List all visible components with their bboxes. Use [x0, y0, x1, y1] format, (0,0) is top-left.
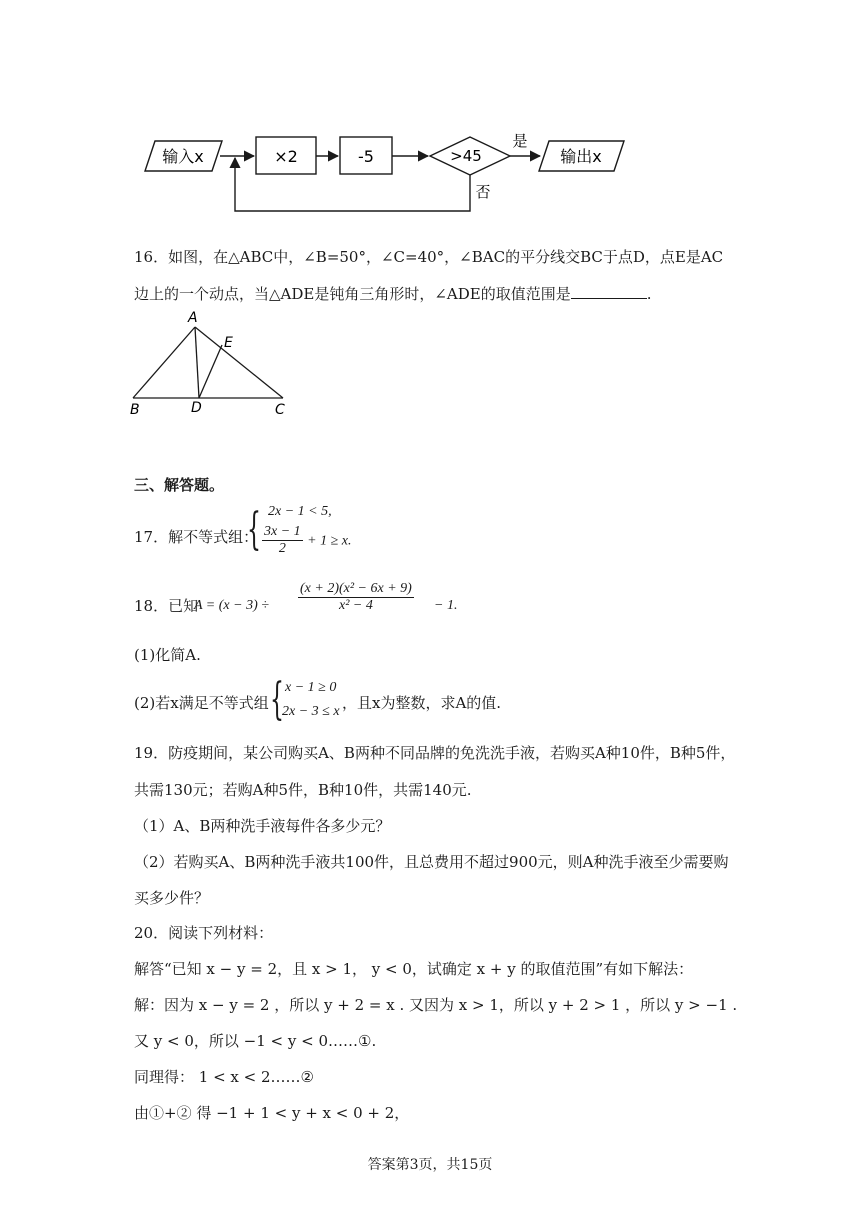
q19-part2-line2: 买多少件？	[134, 889, 210, 907]
q20-line1: 20．阅读下列材料：	[134, 924, 274, 942]
q20-line4: 又 y < 0，所以 −1 < y < 0……①.	[134, 1032, 377, 1050]
point-e: E	[224, 335, 233, 351]
point-c: C	[275, 402, 285, 418]
q17-fraction: $\frac{3x - 1}{2}$	[264, 524, 301, 556]
no-label: 否	[475, 183, 491, 201]
page-footer: 答案第3页，共15页	[367, 1157, 493, 1173]
input-label: 输入x	[162, 147, 204, 166]
q19-part2-line1: （2）若购买A、B两种洗手液共100件，且总费用不超过900元，则A种洗手液至少需要购	[134, 853, 729, 871]
q17-ineq2: $\frac{3x - 1}{2}$ + 1 ≥ x.	[264, 524, 352, 556]
triangle-figure	[0, 0, 860, 430]
q18-expr-left: A = (x − 3) ÷	[194, 598, 269, 613]
q18-part2-pre: (2)若x满足不等式组	[134, 694, 269, 712]
q18-part2-ineq1: x − 1 ≥ 0	[285, 680, 337, 695]
output-label: 输出x	[560, 147, 602, 166]
q18-fraction: $\frac{\text{(x + 2)(x² − 6x + 9)}}{\text{x² − 4}}$	[300, 581, 412, 613]
q17-label: 17．解不等式组：	[134, 528, 259, 546]
q18-label: 18．已知	[134, 597, 199, 615]
q20-line3: 解：因为 x − y = 2 ，所以 y + 2 = x . 又因为 x > 1，所以 y + 2 > 1 ，所以 y > −1 .	[134, 996, 738, 1014]
q18-expr-right: − 1.	[434, 598, 458, 613]
q19-line1: 19．防疫期间，某公司购买A、B两种不同品牌的免洗洗手液，若购买A种10件，B种5件，	[134, 744, 736, 762]
q18-part2-ineq2: 2x − 3 ≤ x	[282, 704, 340, 719]
q17-brace: {	[247, 504, 261, 555]
q16-line2-text: 边上的一个动点，当△ADE是钝角三角形时，∠ADE的取值范围是	[134, 285, 571, 303]
point-b: B	[130, 402, 140, 418]
yes-label: 是	[512, 132, 528, 150]
multiply-label: ×2	[274, 147, 298, 166]
q19-line2: 共需130元；若购A种5件，B种10件，共需140元.	[134, 781, 472, 799]
section-3-title: 三、解答题。	[134, 476, 225, 494]
q20-line5: 同理得： 1 < x < 2……②	[134, 1068, 314, 1086]
q18-part1: (1)化简A.	[134, 646, 201, 664]
q16-line2-end: .	[646, 285, 652, 303]
q20-line2: 解答“已知 x − y = 2，且 x > 1， y < 0，试确定 x + y 的取值范围”有如下解法：	[134, 960, 694, 978]
q17-ineq1: 2x − 1 < 5,	[268, 504, 332, 519]
q19-part1: （1）A、B两种洗手液每件各多少元？	[134, 817, 391, 835]
q16-line1: 16．如图，在△ABC中，∠B=50°，∠C=40°，∠BAC的平分线交BC于点D，点E是AC	[134, 248, 724, 266]
subtract-label: -5	[358, 147, 374, 166]
condition-label: >45	[450, 147, 482, 165]
q18-part2-post: ，且x为整数，求A的值.	[342, 694, 502, 712]
point-a: A	[188, 310, 198, 326]
point-d: D	[191, 400, 202, 416]
q20-line6: 由①+② 得 −1 + 1 < y + x < 0 + 2，	[134, 1104, 410, 1122]
q18-brace: {	[270, 674, 284, 725]
